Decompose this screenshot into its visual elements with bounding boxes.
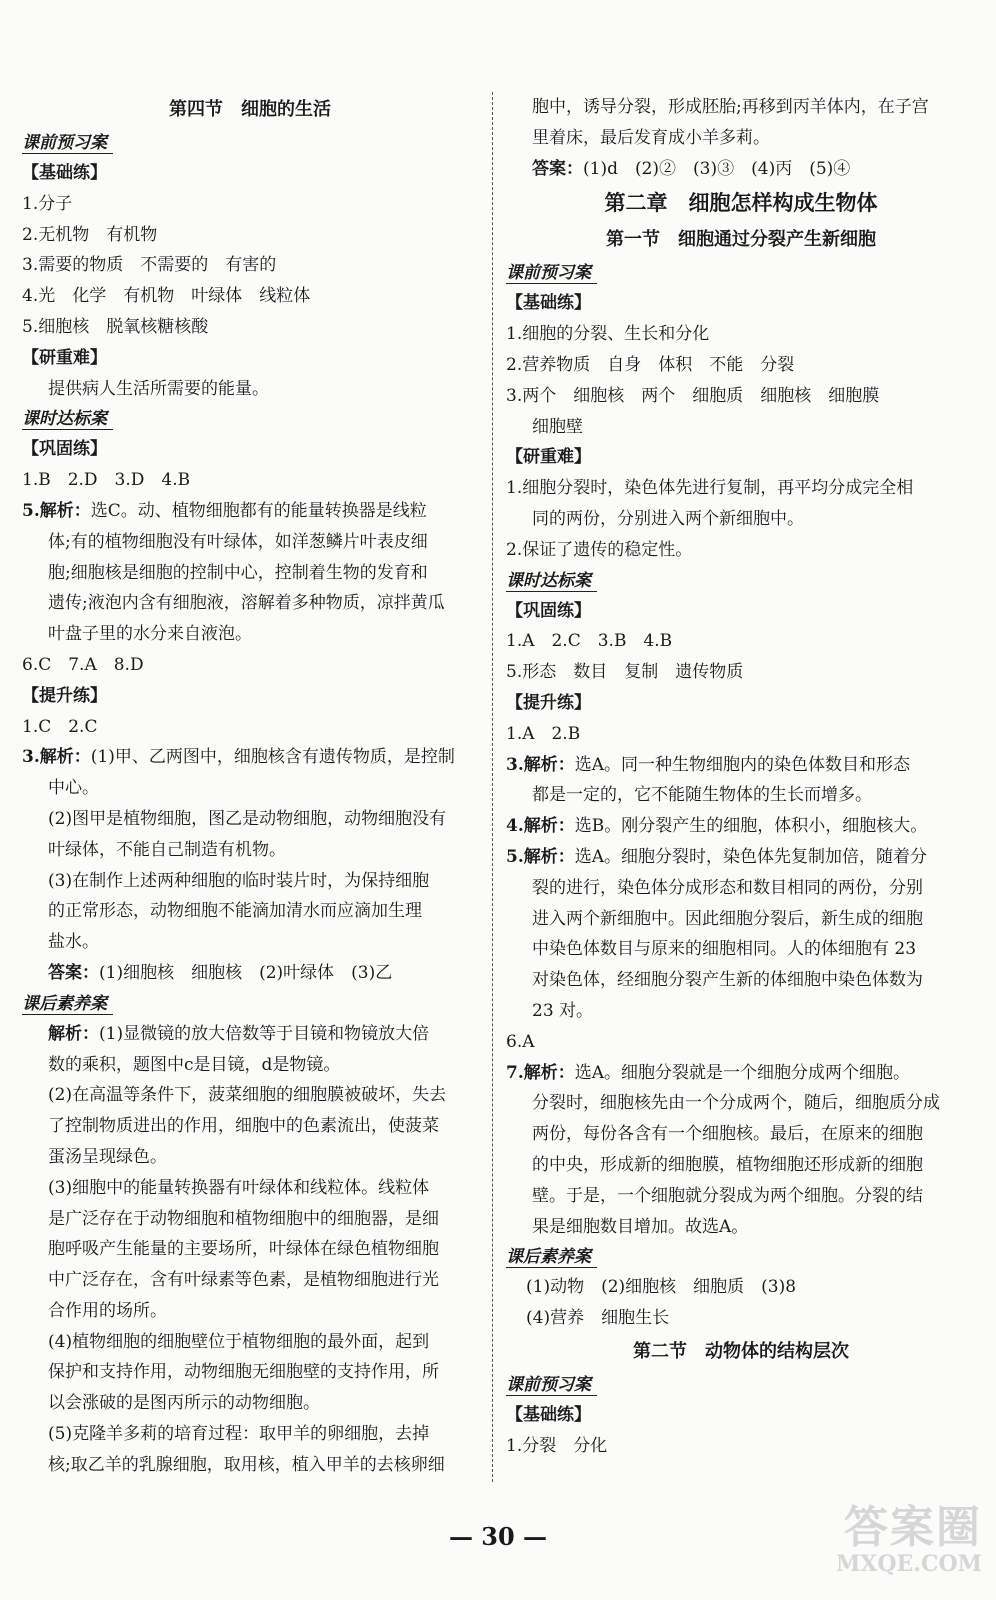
answer-text: 选B。刚分裂产生的细胞，体积小，细胞核大。 [574,816,928,837]
answer-line: (2)图甲是植物细胞，图乙是动物细胞，动物细胞没有 [48,808,447,829]
answer-line: 核;取乙羊的乳腺细胞，取用核，植入甲羊的去核卵细 [48,1454,445,1475]
answer-line: 2.营养物质 自身 体积 不能 分裂 [506,354,795,375]
section-header-label: 课时达标案 [22,404,113,434]
answer-line: 裂的进行，染色体分成形态和数目相同的两份，分别 [532,877,923,898]
answer-line: (3)细胞中的能量转换器有叶绿体和线粒体。线粒体 [48,1177,430,1198]
section-header [506,566,976,596]
answer-line: 1.B 2.D 3.D 4.B [22,470,191,491]
answer-line: 体;有的植物细胞没有叶绿体，如洋葱鳞片叶表皮细 [48,531,428,552]
answer-text: (1)细胞核 细胞核 (2)叶绿体 (3)乙 [99,962,393,983]
subsection-label: 【研重难】 [22,347,107,368]
section-header-label: 课后素养案 [22,989,113,1019]
answer-text: (1)甲、乙两图中，细胞核含有遗传物质，是控制 [90,747,455,768]
section-title: 第二节 动物体的结构层次 [633,1340,849,1362]
answer-line: 1.C 2.C [22,716,98,737]
section-header [22,128,478,158]
answer-line: 的中央，形成新的细胞膜，植物细胞还形成新的细胞 [532,1154,923,1175]
section-header-label: 课前预习案 [506,258,597,288]
answer-line: 是广泛存在于动物细胞和植物细胞中的细胞器，是细 [48,1208,439,1229]
subsection-label: 【提升练】 [506,692,591,713]
answer-line: 5.细胞核 脱氧核糖核酸 [22,316,209,337]
answer-text: 选A。细胞分裂就是一个细胞分成两个细胞。 [574,1062,911,1083]
answer-line: 5.形态 数目 复制 遗传物质 [506,662,744,683]
answer-label: 解析： [48,1023,99,1044]
answer-line [506,1058,976,1089]
answer-line: 两份，每份各含有一个细胞核。最后，在原来的细胞 [532,1124,923,1145]
answer-line: 以会涨破的是图丙所示的动物细胞。 [48,1393,320,1414]
answer-line: 分裂时，细胞核先由一个分成两个，随后，细胞质分成 [532,1093,940,1114]
answer-line: (2)在高温等条件下，菠菜细胞的细胞膜被破坏，失去 [48,1085,447,1106]
section-title: 第四节 细胞的生活 [169,99,331,120]
subsection-label: 【巩固练】 [22,439,107,460]
section-header-label: 课后素养案 [506,1242,597,1272]
subsection-label: 【研重难】 [506,447,591,468]
answer-line: 果是细胞数目增加。故选A。 [532,1216,749,1237]
section-header [22,989,478,1019]
watermark-text: 答案圈 [844,1502,982,1553]
answer-line [22,496,478,527]
section-header [506,1242,976,1272]
subsection-label: 【提升练】 [22,685,107,706]
answer-line: 1.分裂 分化 [506,1435,608,1456]
answer-label: 3.解析： [22,747,91,768]
answer-line: 提供病人生活所需要的能量。 [48,378,269,399]
answer-text: 选C。动、植物细胞都有的能量转换器是线粒 [90,500,427,521]
answer-line: 叶盘子里的水分来自液泡。 [48,624,252,645]
answer-line: 中染色体数目与原来的细胞相同。人的体细胞有 23 [532,939,917,960]
answer-label: 5.解析： [506,846,575,867]
answer-line: (4)植物细胞的细胞壁位于植物细胞的最外面，起到 [48,1331,430,1352]
answer-label: 7.解析： [506,1062,575,1083]
watermark-logo [832,1504,982,1582]
answer-line: 都是一定的，它不能随生物体的生长而增多。 [532,785,872,806]
section-header [506,258,976,288]
answer-line: 中心。 [48,778,99,799]
subsection-label: 【巩固练】 [506,600,591,621]
answer-text: (1)显微镜的放大倍数等于目镜和物镜放大倍 [99,1023,430,1044]
answer-line: 4.光 化学 有机物 叶绿体 线粒体 [22,286,311,307]
answer-line: 遗传;液泡内含有细胞液，溶解着多种物质，凉拌黄瓜 [48,593,445,614]
left-column [22,92,478,1481]
answer-line: 细胞壁 [532,416,583,437]
answer-line: 胞;细胞核是细胞的控制中心，控制着生物的发育和 [48,562,428,583]
answer-label: 5.解析： [22,500,91,521]
section-header [22,404,478,434]
answer-line: 1.分子 [22,193,73,214]
subsection-label: 【基础练】 [22,163,107,183]
answer-line: 合作用的场所。 [48,1300,167,1321]
answer-line: 对染色体，经细胞分裂产生新的体细胞中染色体数为 [532,970,923,991]
answer-label: 答案： [48,962,99,983]
answer-line: (4)营养 细胞生长 [526,1308,670,1329]
answer-line: 同的两份，分别进入两个新细胞中。 [532,508,804,529]
answer-line: (5)克隆羊多莉的培育过程：取甲羊的卵细胞，去掉 [48,1424,430,1445]
answer-line: (3)在制作上述两种细胞的临时装片时，为保持细胞 [48,870,430,891]
answer-line: 叶绿体，不能自己制造有机物。 [48,839,286,860]
answer-line: 6.C 7.A 8.D [22,654,144,675]
answer-line [506,811,976,842]
answer-line: (1)动物 (2)细胞核 细胞质 (3)8 [526,1277,797,1298]
answer-line: 胞呼吸产生能量的主要场所，叶绿体在绿色植物细胞 [48,1239,439,1260]
answer-label: 答案： [532,158,583,179]
subsection-label: 【基础练】 [506,1404,591,1425]
answer-line: 1.细胞分裂时，染色体先进行复制，再平均分成完全相 [506,478,914,499]
section-header-label: 课前预习案 [506,1370,597,1400]
answer-label: 4.解析： [506,816,575,837]
answer-line: 1.A 2.B [506,723,581,744]
answer-line: 中广泛存在，含有叶绿素等色素，是植物细胞进行光 [48,1270,439,1291]
answer-text: (1)d (2)② (3)③ (4)丙 (5)④ [583,158,851,179]
answer-line: 保护和支持作用，动物细胞无细胞壁的支持作用，所 [48,1362,439,1383]
answer-line: 6.A [506,1031,535,1052]
answer-line: 2.无机物 有机物 [22,224,158,245]
answer-line: 的正常形态，动物细胞不能滴加清水而应滴加生理 [48,901,422,922]
answer-line [506,154,976,185]
right-column [506,92,976,1461]
subsection-label: 【基础练】 [506,293,591,314]
answer-line: 数的乘积，题图中c是目镜，d是物镜。 [48,1054,341,1075]
answer-line: 1.细胞的分裂、生长和分化 [506,324,710,345]
section-header-label: 课前预习案 [22,128,113,158]
answer-line [22,958,478,989]
answer-text: 选A。同一种生物细胞内的染色体数目和形态 [574,754,911,775]
section-title: 第一节 细胞通过分裂产生新细胞 [606,229,876,251]
answer-line: 盐水。 [48,932,99,953]
answer-line: 1.A 2.C 3.B 4.B [506,631,673,652]
answer-line: 了控制物质进出的作用，细胞中的色素流出，使菠菜 [48,1116,439,1137]
answer-text: 选A。细胞分裂时，染色体先复制加倍，随着分 [574,846,928,867]
answer-line [22,742,478,773]
answer-line: 里着床，最后发育成小羊多莉。 [532,127,770,148]
answer-line: 壁。于是，一个细胞就分裂成为两个细胞。分裂的结 [532,1185,923,1206]
answer-line: 2.保证了遗传的稳定性。 [506,539,693,560]
answer-line: 蛋汤呈现绿色。 [48,1146,167,1167]
answer-line: 3.需要的物质 不需要的 有害的 [22,255,277,276]
chapter-title: 第二章 细胞怎样构成生物体 [604,190,878,216]
answer-line: 胞中，诱导分裂，形成胚胎;再移到丙羊体内，在子宫 [532,97,929,117]
section-header-label: 课时达标案 [506,566,597,596]
section-header [506,1370,976,1400]
answer-label: 3.解析： [506,754,575,775]
answer-line: 3.两个 细胞核 两个 细胞质 细胞核 细胞膜 [506,385,880,406]
page-number: — 30 — [448,1522,548,1551]
watermark-url: MXQE.COM [835,1551,982,1577]
answer-line [506,842,976,873]
column-divider [492,92,493,1482]
answer-line [22,1019,478,1050]
answer-line: 23 对。 [532,1000,594,1021]
answer-line: 进入两个新细胞中。因此细胞分裂后，新生成的细胞 [532,908,923,929]
answer-line [506,750,976,781]
